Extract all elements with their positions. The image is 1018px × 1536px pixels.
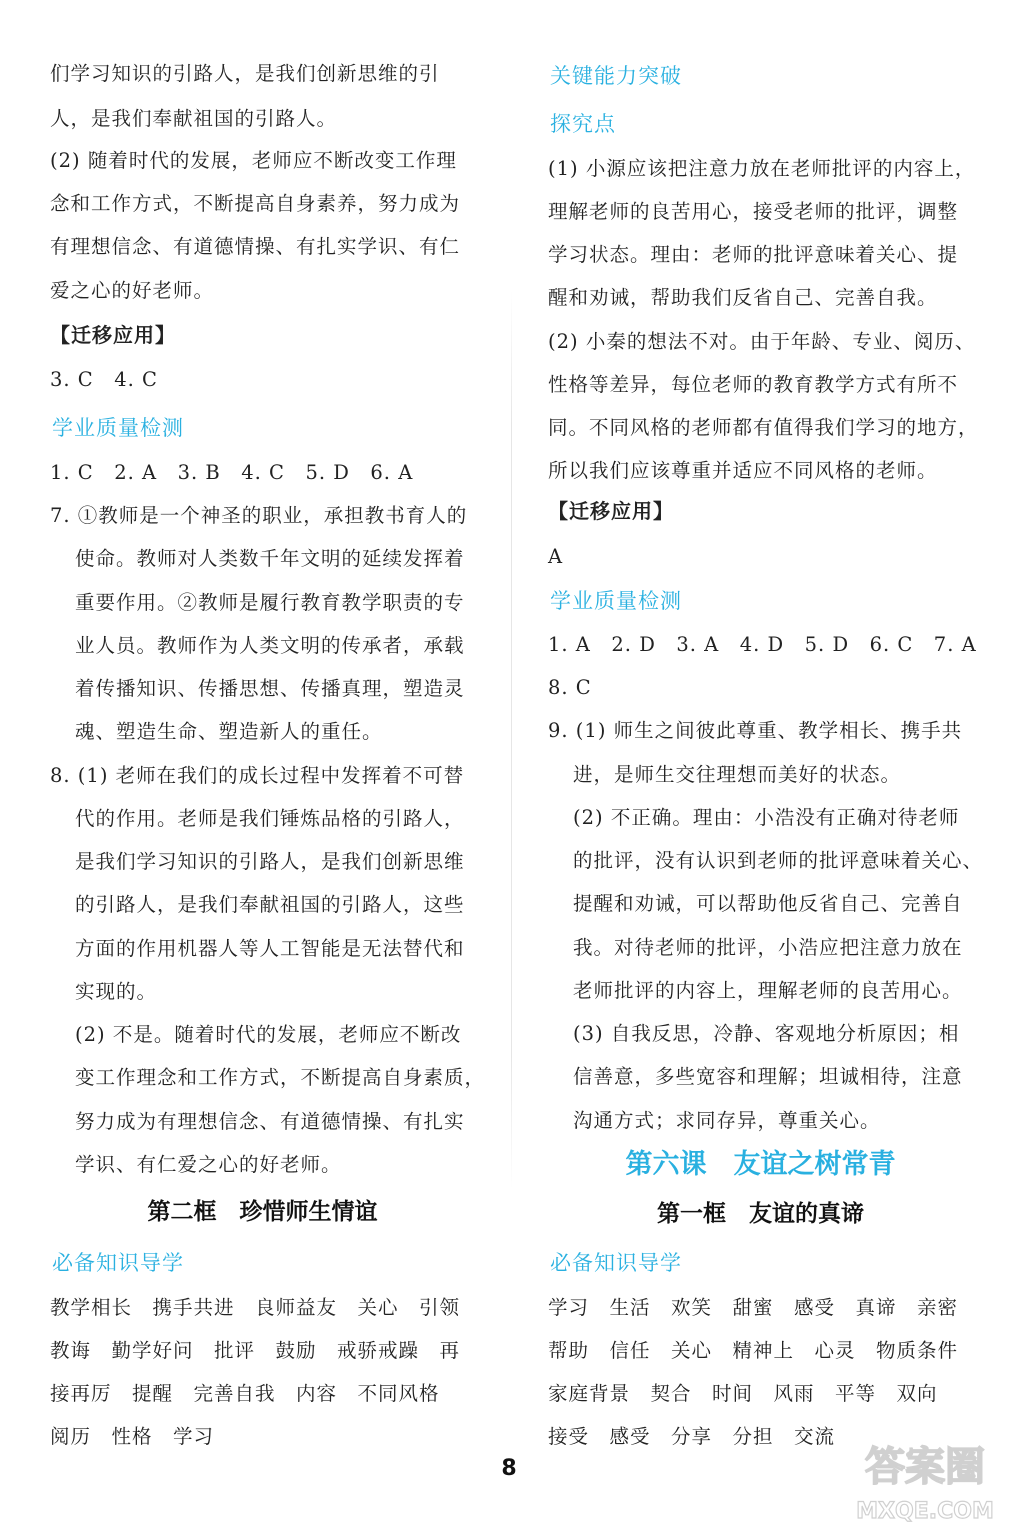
column-divider — [511, 290, 512, 1190]
text-line: 我。对待老师的批评，小浩应把注意力放在 — [573, 936, 963, 959]
text-line: 使命。教师对人类数千年文明的延续发挥着 — [75, 547, 465, 570]
keyword-line: 接再厉 提醒 完善自我 内容 不同风格 — [50, 1382, 440, 1405]
text-line: 念和工作方式，不断提高自身素养，努力成为 — [50, 192, 461, 215]
text-line: 代的作用。老师是我们锤炼品格的引路人， — [75, 807, 465, 830]
text-line: 进，是师生交往理想而美好的状态。 — [573, 763, 902, 786]
text-line: 方面的作用机器人等人工智能是无法替代和 — [75, 937, 465, 960]
text-line: 的引路人，是我们奉献祖国的引路人，这些 — [75, 893, 465, 916]
text-line: 学识、有仁爱之心的好老师。 — [75, 1153, 342, 1176]
text-line: 的批评，没有认识到老师的批评意味着关心、 — [573, 849, 984, 872]
text-line: 理解老师的良苦用心，接受老师的批评，调整 — [548, 200, 959, 223]
mc-answers: 8. C — [548, 676, 592, 699]
text-line: 有理想信念、有道德情操、有扎实学识、有仁 — [50, 235, 461, 258]
watermark-url: MXQE.COM — [856, 1499, 994, 1524]
quality-heading: 学业质量检测 — [52, 416, 184, 440]
text-line: (2) 不正确。理由：小浩没有正确对待老师 — [573, 806, 960, 829]
text-line: (1) 小源应该把注意力放在老师批评的内容上， — [548, 157, 976, 180]
keyword-line: 学习 生活 欢笑 甜蜜 感受 真谛 亲密 — [548, 1296, 959, 1319]
text-line: 8. (1) 老师在我们的成长过程中发挥着不可替 — [50, 764, 465, 787]
text-line: (2) 不是。随着时代的发展，老师应不断改 — [75, 1023, 462, 1046]
text-line: 们学习知识的引路人，是我们创新思维的引 — [50, 62, 440, 85]
key-ability-heading: 关键能力突破 — [550, 64, 682, 88]
mc-answers: 1. C 2. A 3. B 4. C 5. D 6. A — [50, 461, 414, 484]
text-line: 变工作理念和工作方式，不断提高自身素质， — [75, 1066, 486, 1089]
page-number: 8 — [501, 1456, 517, 1481]
transfer-heading: 【迁移应用】 — [50, 323, 176, 347]
keyword-line: 教学相长 携手共进 良师益友 关心 引领 — [50, 1296, 461, 1319]
transfer-answer: A — [548, 545, 564, 568]
text-line: 魂、塑造生命、塑造新人的重任。 — [75, 720, 383, 743]
text-line: (2) 小秦的想法不对。由于年龄、专业、阅历、 — [548, 330, 976, 353]
text-line: 9. (1) 师生之间彼此尊重、教学相长、携手共 — [548, 719, 963, 742]
text-line: 是我们学习知识的引路人，是我们创新思维 — [75, 850, 465, 873]
explore-heading: 探究点 — [550, 112, 616, 136]
text-line: 同。不同风格的老师都有值得我们学习的地方， — [548, 416, 979, 439]
text-line: (2) 随着时代的发展，老师应不断改变工作理 — [50, 149, 457, 172]
text-line: 性格等差异，每位老师的教育教学方式有所不 — [548, 373, 959, 396]
text-line: 所以我们应该尊重并适应不同风格的老师。 — [548, 459, 938, 482]
text-line: 努力成为有理想信念、有道德情操、有扎实 — [75, 1110, 465, 1133]
text-line: 醒和劝诫，帮助我们反省自己、完善自我。 — [548, 286, 938, 309]
transfer-answer: 3. C 4. C — [50, 368, 158, 391]
text-line: 沟通方式；求同存异，尊重关心。 — [573, 1109, 881, 1132]
knowledge-heading: 必备知识导学 — [52, 1251, 184, 1275]
text-line: 提醒和劝诫，可以帮助他反省自己、完善自 — [573, 892, 963, 915]
text-line: 着传播知识、传播思想、传播真理，塑造灵 — [75, 677, 465, 700]
text-line: 老师批评的内容上，理解老师的良苦用心。 — [573, 979, 963, 1002]
text-line: 实现的。 — [75, 980, 158, 1003]
knowledge-heading: 必备知识导学 — [550, 1251, 682, 1275]
text-line: 7. ①教师是一个神圣的职业，承担教书育人的 — [50, 504, 468, 527]
quality-heading: 学业质量检测 — [550, 589, 682, 613]
text-line: 学习状态。理由：老师的批评意味着关心、提 — [548, 243, 959, 266]
keyword-line: 家庭背景 契合 时间 风雨 平等 双向 — [548, 1382, 938, 1405]
transfer-heading: 【迁移应用】 — [548, 499, 674, 523]
text-line: (3) 自我反思，冷静、客观地分析原因；相 — [573, 1022, 960, 1045]
lesson-title: 第六课 友谊之树常青 — [625, 1149, 896, 1180]
text-line: 信善意，多些宽容和理解；坦诚相待，注意 — [573, 1065, 963, 1088]
watermark-logo — [840, 1428, 1010, 1528]
frame-title: 第二框 珍惜师生情谊 — [147, 1198, 378, 1225]
keyword-line: 阅历 性格 学习 — [50, 1425, 215, 1448]
keyword-line: 教诲 勤学好问 批评 鼓励 戒骄戒躁 再 — [50, 1339, 461, 1362]
frame-title: 第一框 友谊的真谛 — [657, 1200, 864, 1227]
text-line: 人，是我们奉献祖国的引路人。 — [50, 107, 338, 130]
mc-answers: 1. A 2. D 3. A 4. D 5. D 6. C 7. A — [548, 633, 977, 656]
keyword-line: 接受 感受 分享 分担 交流 — [548, 1425, 836, 1448]
text-line: 爱之心的好老师。 — [50, 279, 215, 302]
watermark-text: 答案圈 — [865, 1444, 985, 1490]
keyword-line: 帮助 信任 关心 精神上 心灵 物质条件 — [548, 1339, 959, 1362]
text-line: 重要作用。②教师是履行教育教学职责的专 — [75, 591, 465, 614]
text-line: 业人员。教师作为人类文明的传承者，承载 — [75, 634, 465, 657]
